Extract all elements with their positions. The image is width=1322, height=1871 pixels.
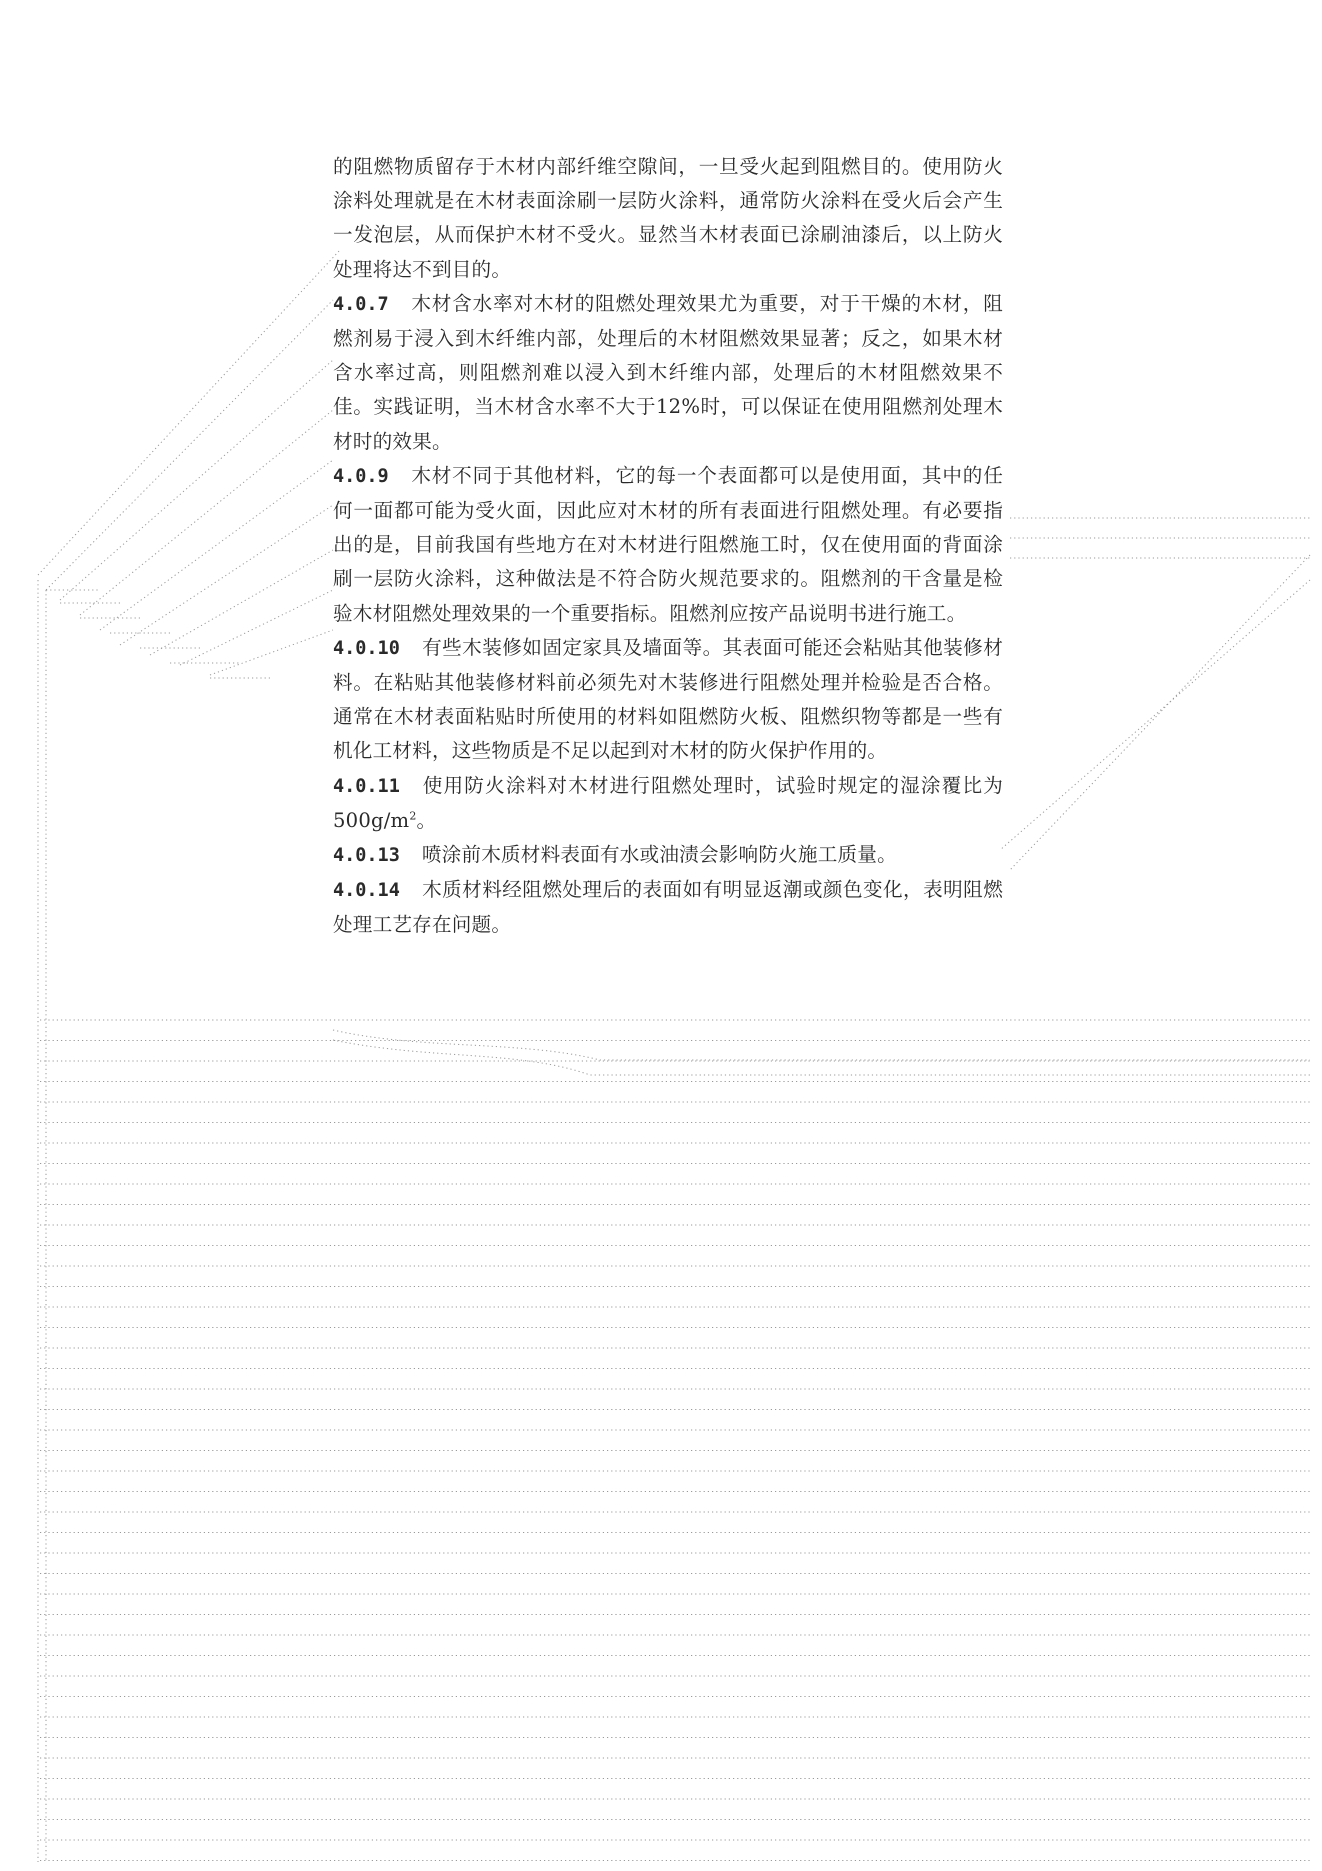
clause-text: 使用防火涂料对木材进行阻燃处理时，试验时规定的湿涂覆比为500g/m <box>333 773 1003 832</box>
clause-text-end: 。 <box>416 808 437 832</box>
dotted-line <box>180 590 333 665</box>
dotted-line <box>46 300 333 590</box>
clause-number: 4.0.9 <box>333 465 389 487</box>
clause-number: 4.0.10 <box>333 637 400 659</box>
clause-4-0-7 <box>333 287 1003 459</box>
unit-superscript: 2 <box>409 809 417 823</box>
dotted-line <box>60 360 333 600</box>
clause-text: 木材含水率对木材的阻燃处理效果尤为重要，对于干燥的木材，阻燃剂易于浸入到木纤维内部，处理后的木材阻燃效果显著；反之，如果木材含水率过高，则阻燃剂难以浸入到木纤维内部，处理后的木材阻燃效果不佳。实践证明，当木材含水率不大于12%时，可以保证在使用阻燃剂处理木材时的效果。 <box>333 291 1003 453</box>
clause-4-0-9 <box>333 459 1003 631</box>
dotted-line <box>80 410 333 615</box>
clause-4-0-10 <box>333 631 1003 769</box>
clause-4-0-11 <box>333 769 1003 838</box>
clause-text: 木质材料经阻燃处理后的表面如有明显返潮或颜色变化，表明阻燃处理工艺存在问题。 <box>333 878 1003 937</box>
dotted-line <box>210 630 333 675</box>
dotted-line <box>1000 580 1310 850</box>
intro-text: 的阻燃物质留存于木材内部纤维空隙间，一旦受火起到阻燃目的。使用防火涂料处理就是在木材表面涂刷一层防火涂料，通常防火涂料在受火后会产生一发泡层，从而保护木材不受火。显然当木材表面已涂刷油漆后，以上防火处理将达不到目的。 <box>333 155 1003 281</box>
clause-4-0-13 <box>333 838 1003 873</box>
clause-text: 喷涂前木质材料表面有水或油渍会影响防火施工质量。 <box>421 843 897 867</box>
document-body <box>333 150 1003 943</box>
clause-number: 4.0.7 <box>333 293 389 315</box>
clause-text: 木材不同于其他材料，它的每一个表面都可以是使用面，其中的任何一面都可能为受火面，因此应对木材的所有表面进行阻燃处理。有必要指出的是，目前我国有些地方在对木材进行阻燃施工时，仅在使用面的背面涂刷一层防火涂料，这种做法是不符合防火规范要求的。阻燃剂的干含量是检验木材阻燃处理效果的一个重要指标。阻燃剂应按产品说明书进行施工。 <box>333 463 1003 625</box>
clause-number: 4.0.13 <box>333 845 400 867</box>
clause-4-0-14 <box>333 873 1003 942</box>
clause-number: 4.0.14 <box>333 880 400 902</box>
dotted-line <box>100 460 333 630</box>
dotted-line <box>150 550 333 655</box>
dotted-line <box>1010 555 1310 870</box>
clause-text: 有些木装修如固定家具及墙面等。其表面可能还会粘贴其他装修材料。在粘贴其他装修材料前必须先对木装修进行阻燃处理并检验是否合格。通常在木材表面粘贴时所使用的材料如阻燃防火板、阻燃织物等都是一些有机化工材料，这些物质是不足以起到对木材的防火保护作用的。 <box>333 635 1003 763</box>
dotted-line <box>38 250 340 575</box>
intro-paragraph <box>333 150 1003 287</box>
dotted-line <box>333 1030 1310 1060</box>
clause-number: 4.0.11 <box>333 775 400 797</box>
dotted-line <box>120 505 333 645</box>
